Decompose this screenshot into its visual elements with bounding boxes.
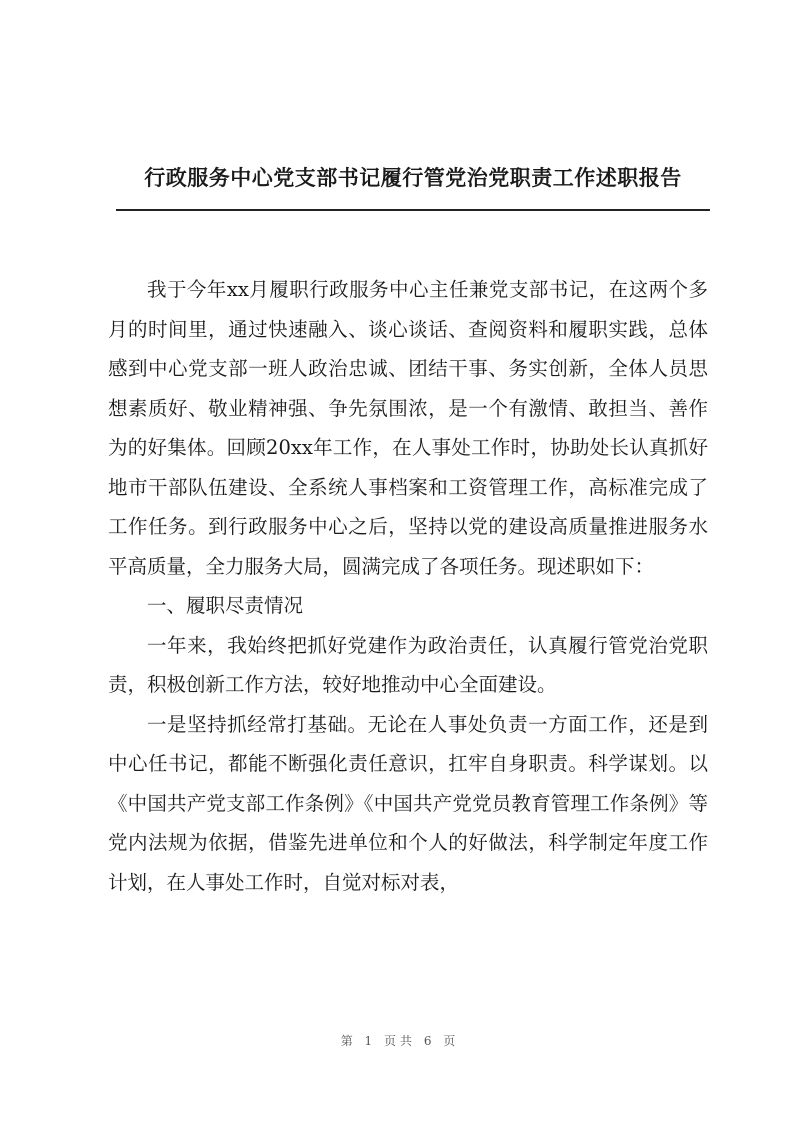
paragraph-intro: 我于今年xx月履职行政服务中心主任兼党支部书记，在这两个多月的时间里，通过快速融入、谈心谈话、查阅资料和履职实践，总体感到中心党支部一班人政治忠诚、团结干事、务实创新，全体人员思想素质好、敬业精神强、争先氛围浓，是一个有激情、敢担当、善作为的好集体。回顾20xx年工作，在人事处工作时，协助处长认真抓好地市干部队伍建设、全系统人事档案和工资管理工作，高标准完成了工作任务。到行政服务中心之后，坚持以党的建设高质量推进服务水平高质量，全力服务大局，圆满完成了各项任务。现述职如下： xyxy=(108,278,708,578)
section-heading: 一、履职尽责情况 xyxy=(147,594,304,617)
title-divider xyxy=(116,209,710,211)
paragraph-point-one: 一是坚持抓经常打基础。无论在人事处负责一方面工作，还是到中心任书记，都能不断强化责任意识，扛牢自身职责。科学谋划。以《中国共产党支部工作条例》《中国共产党党员教育管理工作条例》等党内法规为依据，借鉴先进单位和个人的好做法，科学制定年度工作计划，在人事处工作时，自觉对标对表， xyxy=(108,712,708,894)
document-body xyxy=(108,270,708,902)
document-title: 行政服务中心党支部书记履行管党治党职责工作述职报告 xyxy=(144,165,682,190)
paragraph-summary: 一年来，我始终把抓好党建作为政治责任，认真履行管党治党职责，积极创新工作方法，较好地推动中心全面建设。 xyxy=(108,633,708,696)
page-footer: 第 1 页共 6 页 xyxy=(340,1034,460,1048)
